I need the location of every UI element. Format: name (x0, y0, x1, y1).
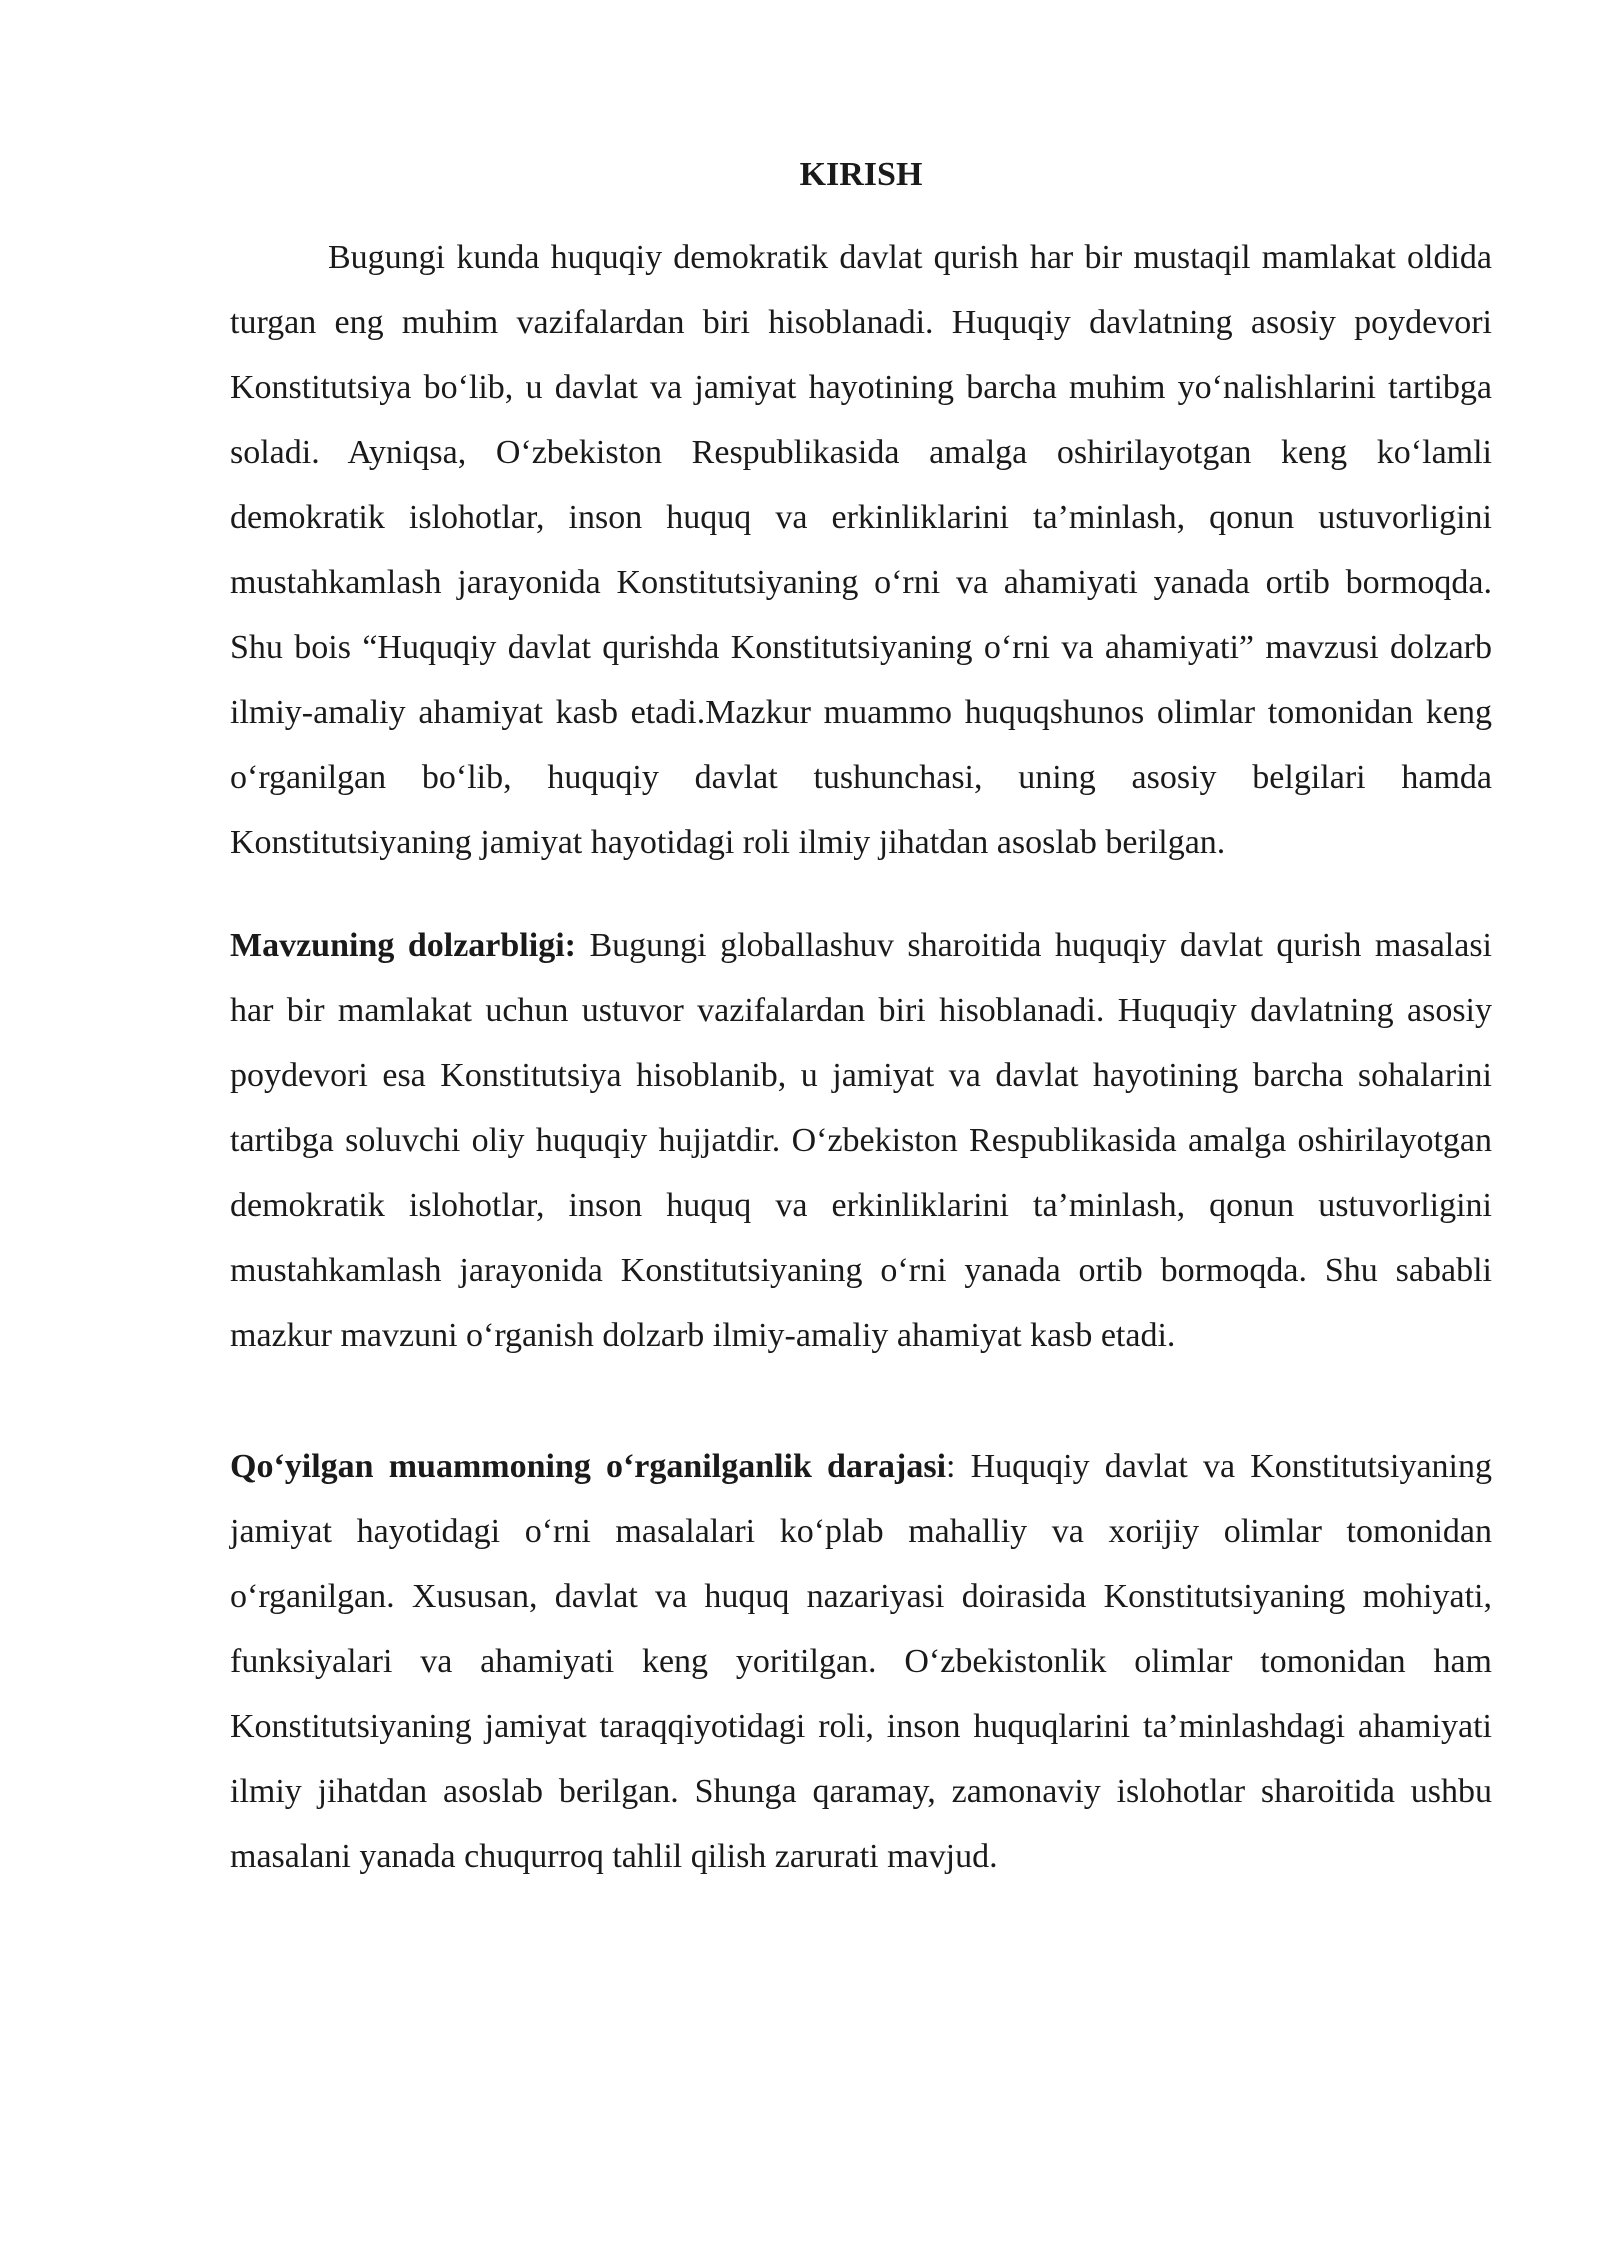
study-level-text: : Huquqiy davlat va Konstitutsiyaning jamiyat hayotidagi o‘rni masalalari ko‘plab mahalliy va xorijiy olimlar tomonidan o‘rganilgan. Xususan, davlat va huquq nazariyasi doirasida Konstitutsiyaning mohiyati, funksiyalari va ahamiyati keng yoritilgan. O‘zbekistonlik olimlar tomonidan ham Konstitutsiyaning jamiyat taraqqiyotidagi roli, inson huquqlarini ta’minlashdagi ahamiyati ilmiy jihatdan asoslab berilgan. Shunga qaramay, zamonaviy islohotlar sharoitida ushbu masalani yanada chuqurroq tahlil qilish zarurati mavjud. (230, 1448, 1492, 1875)
study-level-paragraph (230, 1434, 1492, 1889)
document-body (230, 150, 1492, 1889)
relevance-paragraph (230, 913, 1492, 1368)
page-title: KIRISH (799, 156, 923, 193)
relevance-text: Bugungi globallashuv sharoitida huquqiy davlat qurish masalasi har bir mamlakat uchun ustuvor vazifalardan biri hisoblanadi. Huquqiy davlatning asosiy poydevori esa Konstitutsiya hisoblanib, u jamiyat va davlat hayotining barcha sohalarini tartibga soluvchi oliy huquqiy hujjatdir. O‘zbekiston Respublikasida amalga oshirilayotgan demokratik islohotlar, inson huquq va erkinliklarini ta’minlash, qonun ustuvorligini mustahkamlash jarayonida Konstitutsiyaning o‘rni yanada ortib bormoqda. Shu sababli mazkur mavzuni o‘rganish dolzarb ilmiy-amaliy ahamiyat kasb etadi. (230, 927, 1492, 1354)
intro-paragraph: Bugungi kunda huquqiy demokratik davlat qurish har bir mustaqil mamlakat oldida turgan eng muhim vazifalardan biri hisoblanadi. Huquqiy davlatning asosiy poydevori Konstitutsiya bo‘lib, u davlat va jamiyat hayotining barcha muhim yo‘nalishlarini tartibga soladi. Ayniqsa, O‘zbekiston Respublikasida amalga oshirilayotgan keng ko‘lamli demokratik islohotlar, inson huquq va erkinliklarini ta’minlash, qonun ustuvorligini mustahkamlash jarayonida Konstitutsiyaning o‘rni va ahamiyati yanada ortib bormoqda. Shu bois “Huquqiy davlat qurishda Konstitutsiyaning o‘rni va ahamiyati” mavzusi dolzarb ilmiy-amaliy ahamiyat kasb etadi.Mazkur muammo huquqshunos olimlar tomonidan keng o‘rganilgan bo‘lib, huquqiy davlat tushunchasi, uning asosiy belgilari hamda Konstitutsiyaning jamiyat hayotidagi roli ilmiy jihatdan asoslab berilgan. (230, 239, 1492, 861)
study-level-heading: Qo‘yilgan muammoning o‘rganilganlik darajasi (230, 1448, 947, 1485)
relevance-heading: Mavzuning dolzarbligi: (230, 927, 576, 964)
